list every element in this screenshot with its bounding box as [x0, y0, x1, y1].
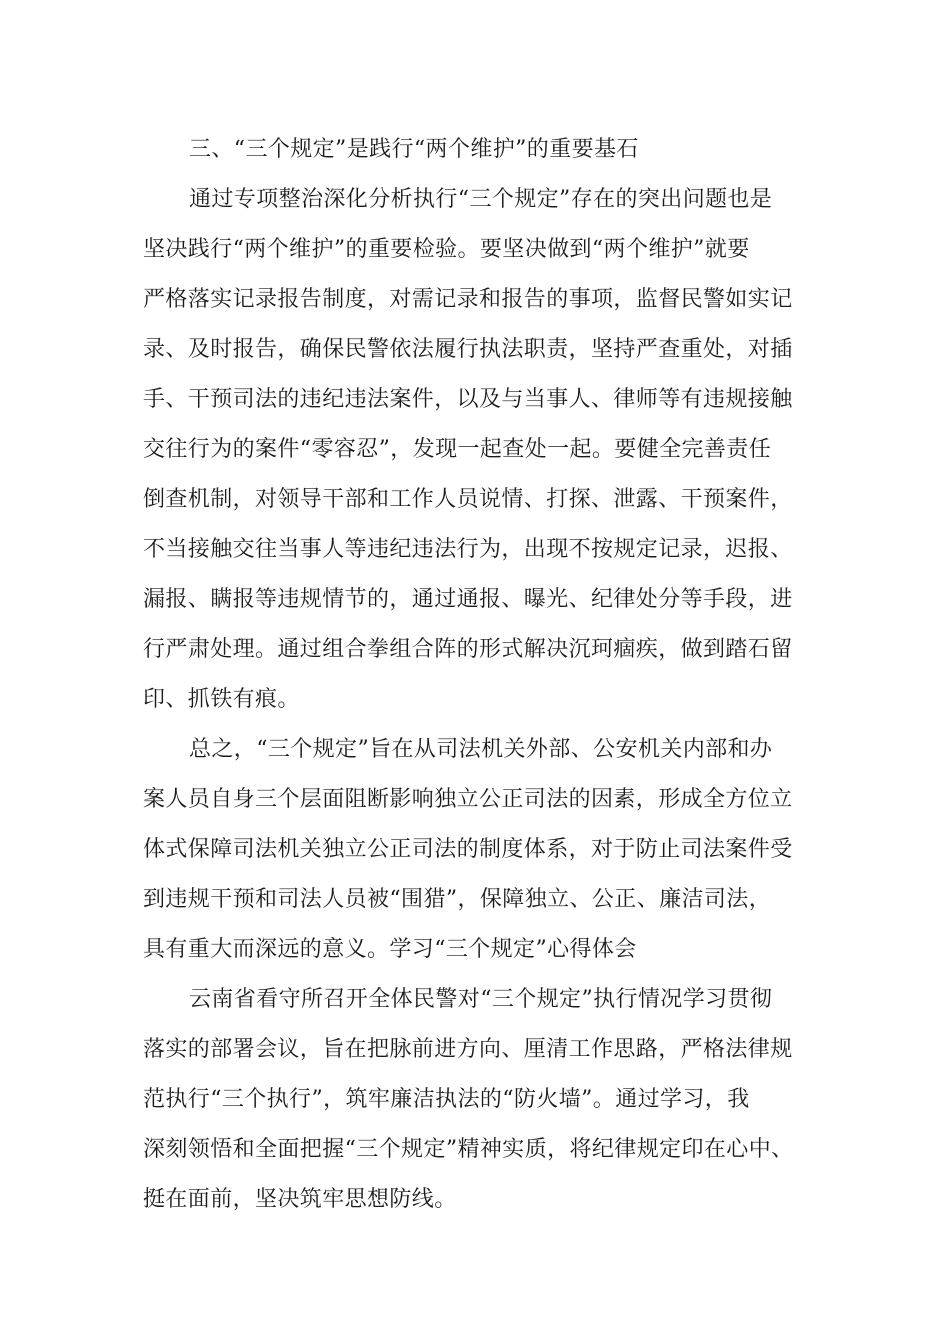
text-line: 到违规干预和司法人员被“围猎”，保障独立、公正、廉洁司法， — [143, 887, 772, 912]
text-line: 录、及时报告，确保民警依法履行执法职责，坚持严查重处，对插 — [143, 337, 793, 362]
text-line: 体式保障司法机关独立公正司法的制度体系，对于防止司法案件受 — [143, 837, 793, 862]
text-line: 深刻领悟和全面把握“三个规定”精神实质，将纪律规定印在心中、 — [143, 1137, 794, 1162]
text-line: 落实的部署会议，旨在把脉前进方向、厘清工作思路，严格法律规 — [143, 1037, 793, 1062]
text-line: 不当接触交往当事人等违纪违法行为，出现不按规定记录，迟报、 — [143, 537, 793, 562]
text-line: 通过专项整治深化分析执行“三个规定”存在的突出问题也是 — [189, 187, 773, 212]
text-line: 手、干预司法的违纪违法案件，以及与当事人、律师等有违规接触 — [143, 387, 793, 412]
text-line: 云南省看守所召开全体民警对“三个规定”执行情况学习贯彻 — [189, 987, 773, 1012]
text-line: 严格落实记录报告制度，对需记录和报告的事项，监督民警如实记 — [143, 287, 793, 312]
text-line: 范执行“三个执行”，筑牢廉洁执法的“防火墙”。通过学习，我 — [143, 1087, 750, 1112]
text-line: 印、抓铁有痕。 — [143, 687, 300, 712]
text-line: 倒查机制，对领导干部和工作人员说情、打探、泄露、干预案件， — [143, 487, 793, 512]
text-line: 总之，“三个规定”旨在从司法机关外部、公安机关内部和办 — [189, 737, 773, 762]
text-line: 挺在面前，坚决筑牢思想防线。 — [143, 1187, 457, 1212]
text-line: 漏报、瞒报等违规情节的，通过通报、曝光、纪律处分等手段，进 — [143, 587, 793, 612]
text-line: 行严肃处理。通过组合拳组合阵的形式解决沉珂痼疾，做到踏石留 — [143, 637, 793, 662]
text-line: 案人员自身三个层面阻断影响独立公正司法的因素，形成全方位立 — [143, 787, 793, 812]
text-line: 具有重大而深远的意义。学习“三个规定”心得体会 — [143, 937, 637, 962]
section-heading: 三、“三个规定”是践行“两个维护”的重要基石 — [189, 137, 639, 162]
text-line: 坚决践行“两个维护”的重要检验。要坚决做到“两个维护”就要 — [143, 237, 750, 262]
text-line: 交往行为的案件“零容忍”，发现一起查处一起。要健全完善责任 — [143, 437, 772, 462]
